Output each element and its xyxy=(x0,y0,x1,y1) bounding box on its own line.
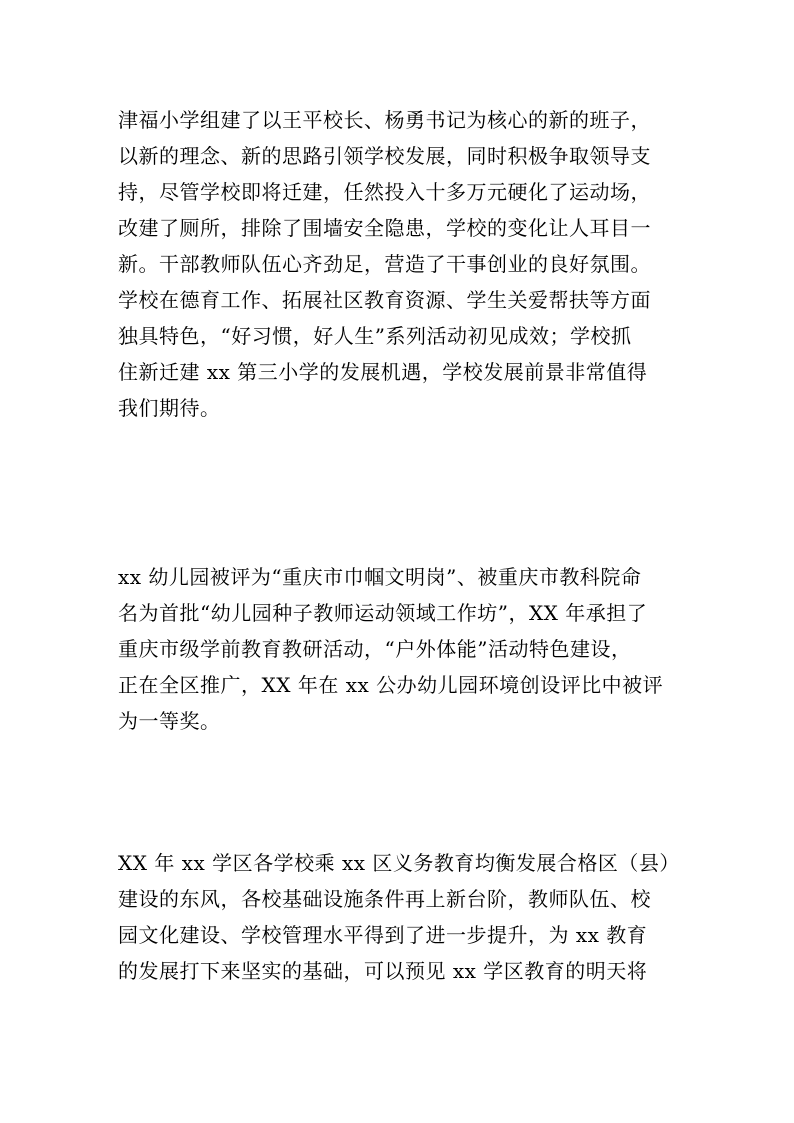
text-line: 学校在德育工作、拓展社区教育资源、学生关爱帮扶等方面 xyxy=(118,288,651,312)
text-line: 我们期待。 xyxy=(118,396,221,420)
text-line: 正在全区推广，XX 年在 xx 公办幼儿园环境创设评比中被评 xyxy=(118,673,664,697)
text-line: 名为首批“幼儿园种子教师运动领域工作坊”，XX 年承担了 xyxy=(118,601,648,625)
text-line: 重庆市级学前教育教研活动，“户外体能”活动特色建设， xyxy=(118,637,632,661)
paragraph-school-district xyxy=(118,845,690,989)
text-line: XX 年 xx 学区各学校乘 xx 区义务教育均衡发展合格区（县） xyxy=(118,851,680,875)
text-line: 新。干部教师队伍心齐劲足，营造了干事创业的良好氛围。 xyxy=(118,252,651,276)
text-line: xx 幼儿园被评为“重庆市巾帼文明岗”、被重庆市教科院命 xyxy=(118,565,642,589)
text-line: 住新迁建 xx 第三小学的发展机遇，学校发展前景非常值得 xyxy=(118,360,648,384)
text-line: 建设的东风，各校基础设施条件再上新台阶，教师队伍、校 xyxy=(118,887,651,911)
text-line: 为一等奖。 xyxy=(118,709,221,733)
text-line: 改建了厕所，排除了围墙安全隐患，学校的变化让人耳目一 xyxy=(118,216,651,240)
text-line: 以新的理念、新的思路引领学校发展，同时积极争取领导支 xyxy=(118,144,651,168)
paragraph-jinfu-school xyxy=(118,102,690,426)
paragraph-kindergarten xyxy=(118,559,690,739)
text-line: 独具特色，“好习惯，好人生”系列活动初见成效；学校抓 xyxy=(118,324,632,348)
text-line: 的发展打下来坚实的基础，可以预见 xx 学区教育的明天将 xyxy=(118,959,648,983)
text-line: 持，尽管学校即将迁建，任然投入十多万元硬化了运动场， xyxy=(118,180,651,204)
text-line: 津福小学组建了以王平校长、杨勇书记为核心的新的班子， xyxy=(118,108,651,132)
text-line: 园文化建设、学校管理水平得到了进一步提升，为 xx 教育 xyxy=(118,923,648,947)
